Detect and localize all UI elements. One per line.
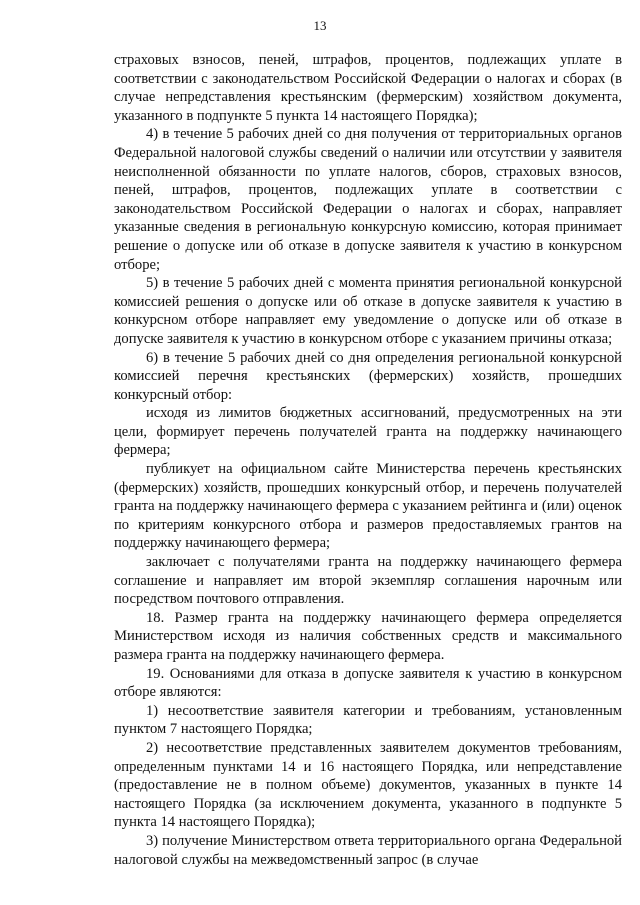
paragraph-clause-19-item-1: 1) несоответствие заявителя категории и требованиям, установленным пунктом 7 настоящего Порядка; <box>114 702 622 738</box>
page-number: 13 <box>313 18 327 33</box>
paragraph-subitem-limits: исходя из лимитов бюджетных ассигнований, предусмотренных на эти цели, формирует перечень получателей гранта на поддержку начинающего фермера; <box>114 405 622 459</box>
paragraph-continuation: страховых взносов, пеней, штрафов, процентов, подлежащих уплате в соответствии с законодательством Российской Федерации о налогах и сборах (в случае непредставления крестьянским (фермерским) хозяйством документа, указанного в подпункте 5 пункта 14 настоящего Порядка); <box>114 52 622 124</box>
paragraph-clause-19-item-3: 3) получение Министерством ответа территориального органа Федеральной налоговой службы на межведомственный запрос (в случае <box>114 832 622 868</box>
paragraph-clause-19-item-2: 2) несоответствие представленных заявителем документов требованиям, определенным пунктами 14 и 16 настоящего Порядка, или непредставление (предоставление не в полном объеме) документов, указанных в пункте 14 настоящего Порядка (за исключением документа, указанного в подпункте 5 пункта 14 настоящего Порядка); <box>114 739 622 831</box>
paragraph-subitem-publish: публикует на официальном сайте Министерства перечень крестьянских (фермерских) хозяйств, прошедших конкурсный отбор, и перечень получателей гранта на поддержку начинающего фермера с указанием рейтинга и (или) оценок по критериям конкурсного отбора и размеров предоставляемых грантов на поддержку начинающего фермера; <box>114 461 622 552</box>
paragraph-clause-19: 19. Основаниями для отказа в допуске заявителя к участию в конкурсном отборе являются: <box>114 665 622 701</box>
paragraph-clause-18: 18. Размер гранта на поддержку начинающего фермера определяется Министерством исходя из наличия собственных средств и максимального размера гранта на поддержку начинающего фермера. <box>114 609 622 663</box>
paragraph-item-4: 4) в течение 5 рабочих дней со дня получения от территориальных органов Федеральной налоговой службы сведений о наличии или отсутствии у заявителя неисполненной обязанности по уплате налогов, сборов, страховых взносов, пеней, штрафов, процентов, подлежащих уплате в соответствии с законодательством Российской Федерации о налогах и сборах, направляет указанные сведения в региональную конкурсную комиссию, которая принимает решение о допуске или об отказе в допуске заявителя к участию в конкурсном отборе; <box>114 126 622 273</box>
paragraph-item-5: 5) в течение 5 рабочих дней с момента принятия региональной конкурсной комиссией решения о допуске или об отказе в допуске заявителя к участию в конкурсном отборе направляет ему уведомление о допуске или об отказе в допуске заявителя к участию в конкурсном отборе с указанием причины отказа; <box>114 275 622 347</box>
document-body <box>114 51 622 869</box>
paragraph-item-6: 6) в течение 5 рабочих дней со дня определения региональной конкурсной комиссией перечня крестьянских (фермерских) хозяйств, прошедших конкурсный отбор: <box>114 349 622 403</box>
paragraph-subitem-agreement: заключает с получателями гранта на поддержку начинающего фермера соглашение и направляет им второй экземпляр соглашения нарочным или посредством почтового отправления. <box>114 554 622 608</box>
